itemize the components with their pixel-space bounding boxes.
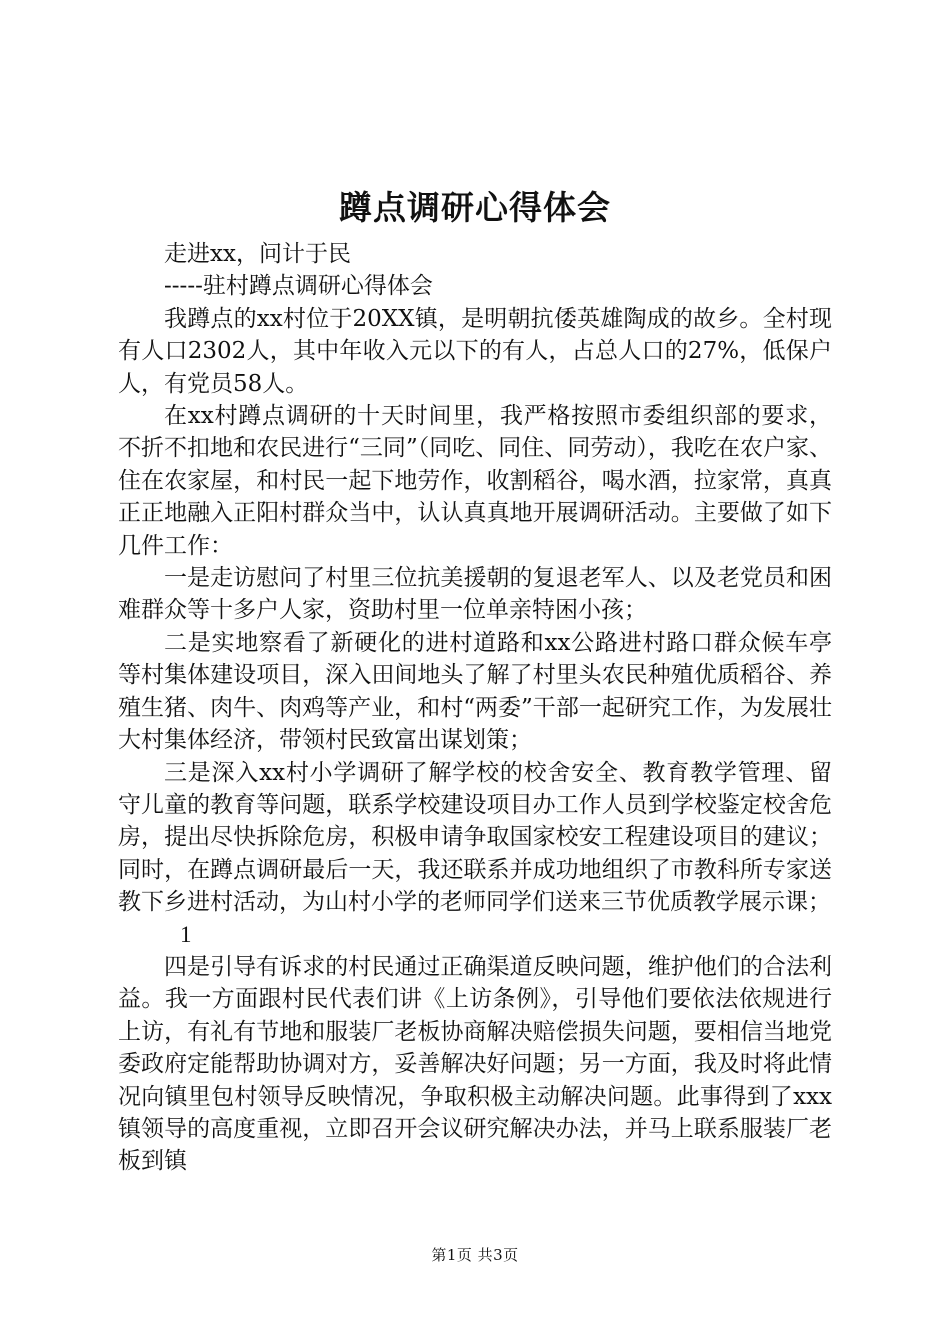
paragraph: 一是走访慰问了村里三位抗美援朝的复退老军人、以及老党员和困难群众等十多户人家，资助村里一位单亲特困小孩； — [118, 565, 832, 624]
paragraph: 我蹲点的xx村位于20XX镇，是明朝抗倭英雄陶成的故乡。全村现有人口2302人，其中年收入元以下的有人，占总人口的27%，低保户人，有党员58人。 — [118, 305, 832, 397]
paragraph: 三是深入xx村小学调研了解学校的校舍安全、教育教学管理、留守儿童的教育等问题，联系学校建设项目办工作人员到学校鉴定校舍危房，提出尽快拆除危房，积极申请争取国家校安工程建设项目的建议；同时，在蹲点调研最后一天，我还联系并成功地组织了市教科所专家送教下乡进村活动，为山村小学的老师同学们送来三节优质教学展示课； — [118, 759, 832, 916]
subtitle-line: -----驻村蹲点调研心得体会 — [164, 273, 433, 300]
paragraph: 在xx村蹲点调研的十天时间里，我严格按照市委组织部的要求，不折不扣地和农民进行“三同”（同吃、同住、同劳动），我吃在农户家、住在农家屋，和村民一起下地劳作，收割稻谷，喝水酒，拉家常，真真正正地融入正阳村群众当中，认认真真地开展调研活动。主要做了如下几件工作： — [118, 403, 832, 559]
paragraph: 四是引导有诉求的村民通过正确渠道反映问题，维护他们的合法利益。我一方面跟村民代表们讲《上访条例》，引导他们要依法依规进行上访，有礼有节地和服装厂老板协商解决赔偿损失问题，要相信当地党委政府定能帮助协调对方，妥善解决好问题；另一方面，我及时将此情况向镇里包村领导反映情况，争取积极主动解决问题。此事得到了xxx镇领导的高度重视，立即召开会议研究解决办法，并马上联系服装厂老板到镇 — [118, 953, 832, 1175]
subtitle-line: 走进xx，问计于民 — [164, 241, 351, 267]
page-footer: 第1页 共3页 — [431, 1246, 519, 1264]
document-title: 蹲点调研心得体会 — [339, 188, 611, 227]
document-body — [118, 238, 832, 1178]
inline-page-number: 1 — [180, 921, 192, 947]
paragraph: 二是实地察看了新硬化的进村道路和xx公路进村路口群众候车亭等村集体建设项目，深入田间地头了解了村里头农民种殖优质稻谷、养殖生猪、肉牛、肉鸡等产业，和村“两委”干部一起研究工作，为发展壮大村集体经济，带领村民致富出谋划策； — [118, 629, 832, 754]
